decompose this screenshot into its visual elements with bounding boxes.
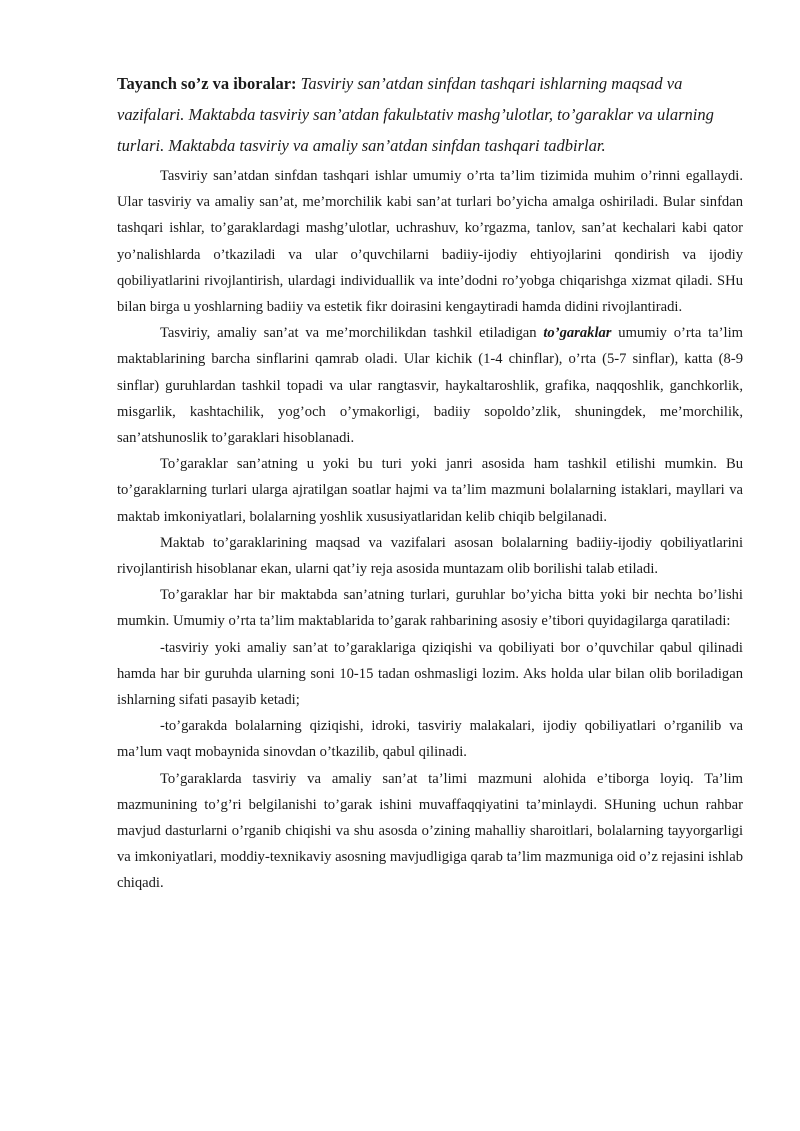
- paragraph: [117, 320, 743, 451]
- keywords-text: Tasviriy san’atdan sinfdan tashqari ishlarning maqsad va vazifalari. Maktabda tasviriy san’atdan fakulьtativ mashg’ulotlar, to’garaklar va ularning turlari. Maktabda tasviriy va amaliy san’atdan sinfdan tashqari tadbirlar.: [117, 74, 714, 155]
- paragraph: To’garaklar har bir maktabda san’atning turlari, guruhlar bo’yicha bitta yoki bir nechta bo’lishi mumkin. Umumiy o’rta ta’lim maktablarida to’garak rahbarining asosiy e’tibori quyidagilarga qaratiladi:: [117, 587, 743, 630]
- paragraph: To’garaklar san’atning u yoki bu turi yoki janri asosida ham tashkil etilishi mumkin. Bu to’garaklarning turlari ularga ajratilgan soatlar hajmi va ta’lim mazmuni bolalarning istaklari, mayllari va maktab imkoniyatlari, bolalarning yoshlik xususiyatlaridan kelib chiqib belgilanadi.: [117, 456, 743, 525]
- keywords-label: Tayanch so’z va iboralar:: [117, 74, 297, 93]
- paragraph-text: Tasviriy, amaliy san’at va me’morchilikdan tashkil etiladigan: [160, 325, 544, 342]
- paragraph: To’garaklarda tasviriy va amaliy san’at ta’limi mazmuni alohida e’tiborga loyiq. Ta’lim mazmunining to’g’ri belgilanishi to’garak ishini muvaffaqqiyatini ta’minlaydi. SHuning uchun rahbar mavjud dasturlarni o’rganib chiqishi va shu asosda o’zining mahalliy sharoitlari, bolalarning tayyorgarligi va imkoniyatlari, moddiy-texnikaviy asosning mavjudligiga qarab ta’lim mazmuniga oid o’z rejasini ishlab chiqadi.: [117, 770, 743, 892]
- paragraph: Tasviriy san’atdan sinfdan tashqari ishlar umumiy o’rta ta’lim tizimida muhim o’rinni egallaydi. Ular tasviriy va amaliy san’at, me’morchilik kabi san’at turlari bo’yicha amalga oshiriladi. Bular sinfdan tashqari ishlar, to’garaklardagi mashg’ulotlar, uchrashuv, ko’rgazma, tanlov, san’at kechalari kabi qator yo’nalishlarda o’tkaziladi va ular o’quvchilarni badiiy-ijodiy ehtiyojlarini qondirish va ijodiy qobiliyatlarini rivojlantirish, ulardagi individuallik va inte’dodni ro’yobga chiqarishga xizmat qiladi. SHu bilan birga u yoshlarning badiiy va estetik fikr doirasini kengaytiradi hamda didini rivojlantiradi.: [117, 168, 743, 316]
- list-item-paragraph: -to’garakda bolalarning qiziqishi, idroki, tasviriy malakalari, ijodiy qobiliyatlari o’rganilib va ma’lum vaqt mobaynida sinovdan o’tkazilib, qabul qilinadi.: [117, 718, 743, 761]
- paragraph-text: umumiy o’rta ta’lim maktablarining barcha sinflarini qamrab oladi. Ular kichik (1-4 chinflar), o’rta (5-7 sinflar), katta (8-9 sinflar) guruhlardan tashkil topadi va ular rangtasvir, haykaltaroshlik, grafika, naqqoshlik, ganchkorlik, misgarlik, kashtachilik, yog’och o’ymakorligi, badiiy sopoldo’zlik, shuningdek, me’morchilik, san’atshunoslik to’garaklari hisoblanadi.: [117, 325, 743, 447]
- keywords-line: [117, 68, 743, 161]
- emphasis-term: to’garaklar: [543, 325, 612, 342]
- list-item-paragraph: -tasviriy yoki amaliy san’at to’garaklariga qiziqishi va qobiliyati bor o’quvchilar qabul qilinadi hamda har bir guruhda ularning soni 10-15 tadan oshmasligi lozim. Aks holda ular bilan olib boriladigan ishlarning sifati pasayib ketadi;: [117, 639, 743, 709]
- paragraph: Maktab to’garaklarining maqsad va vazifalari asosan bolalarning badiiy-ijodiy qobiliyatlarini rivojlantirish hisoblanar ekan, ularni qat’iy reja asosida muntazam olib borilishi talab etiladi.: [117, 534, 743, 578]
- document-page: [117, 68, 743, 897]
